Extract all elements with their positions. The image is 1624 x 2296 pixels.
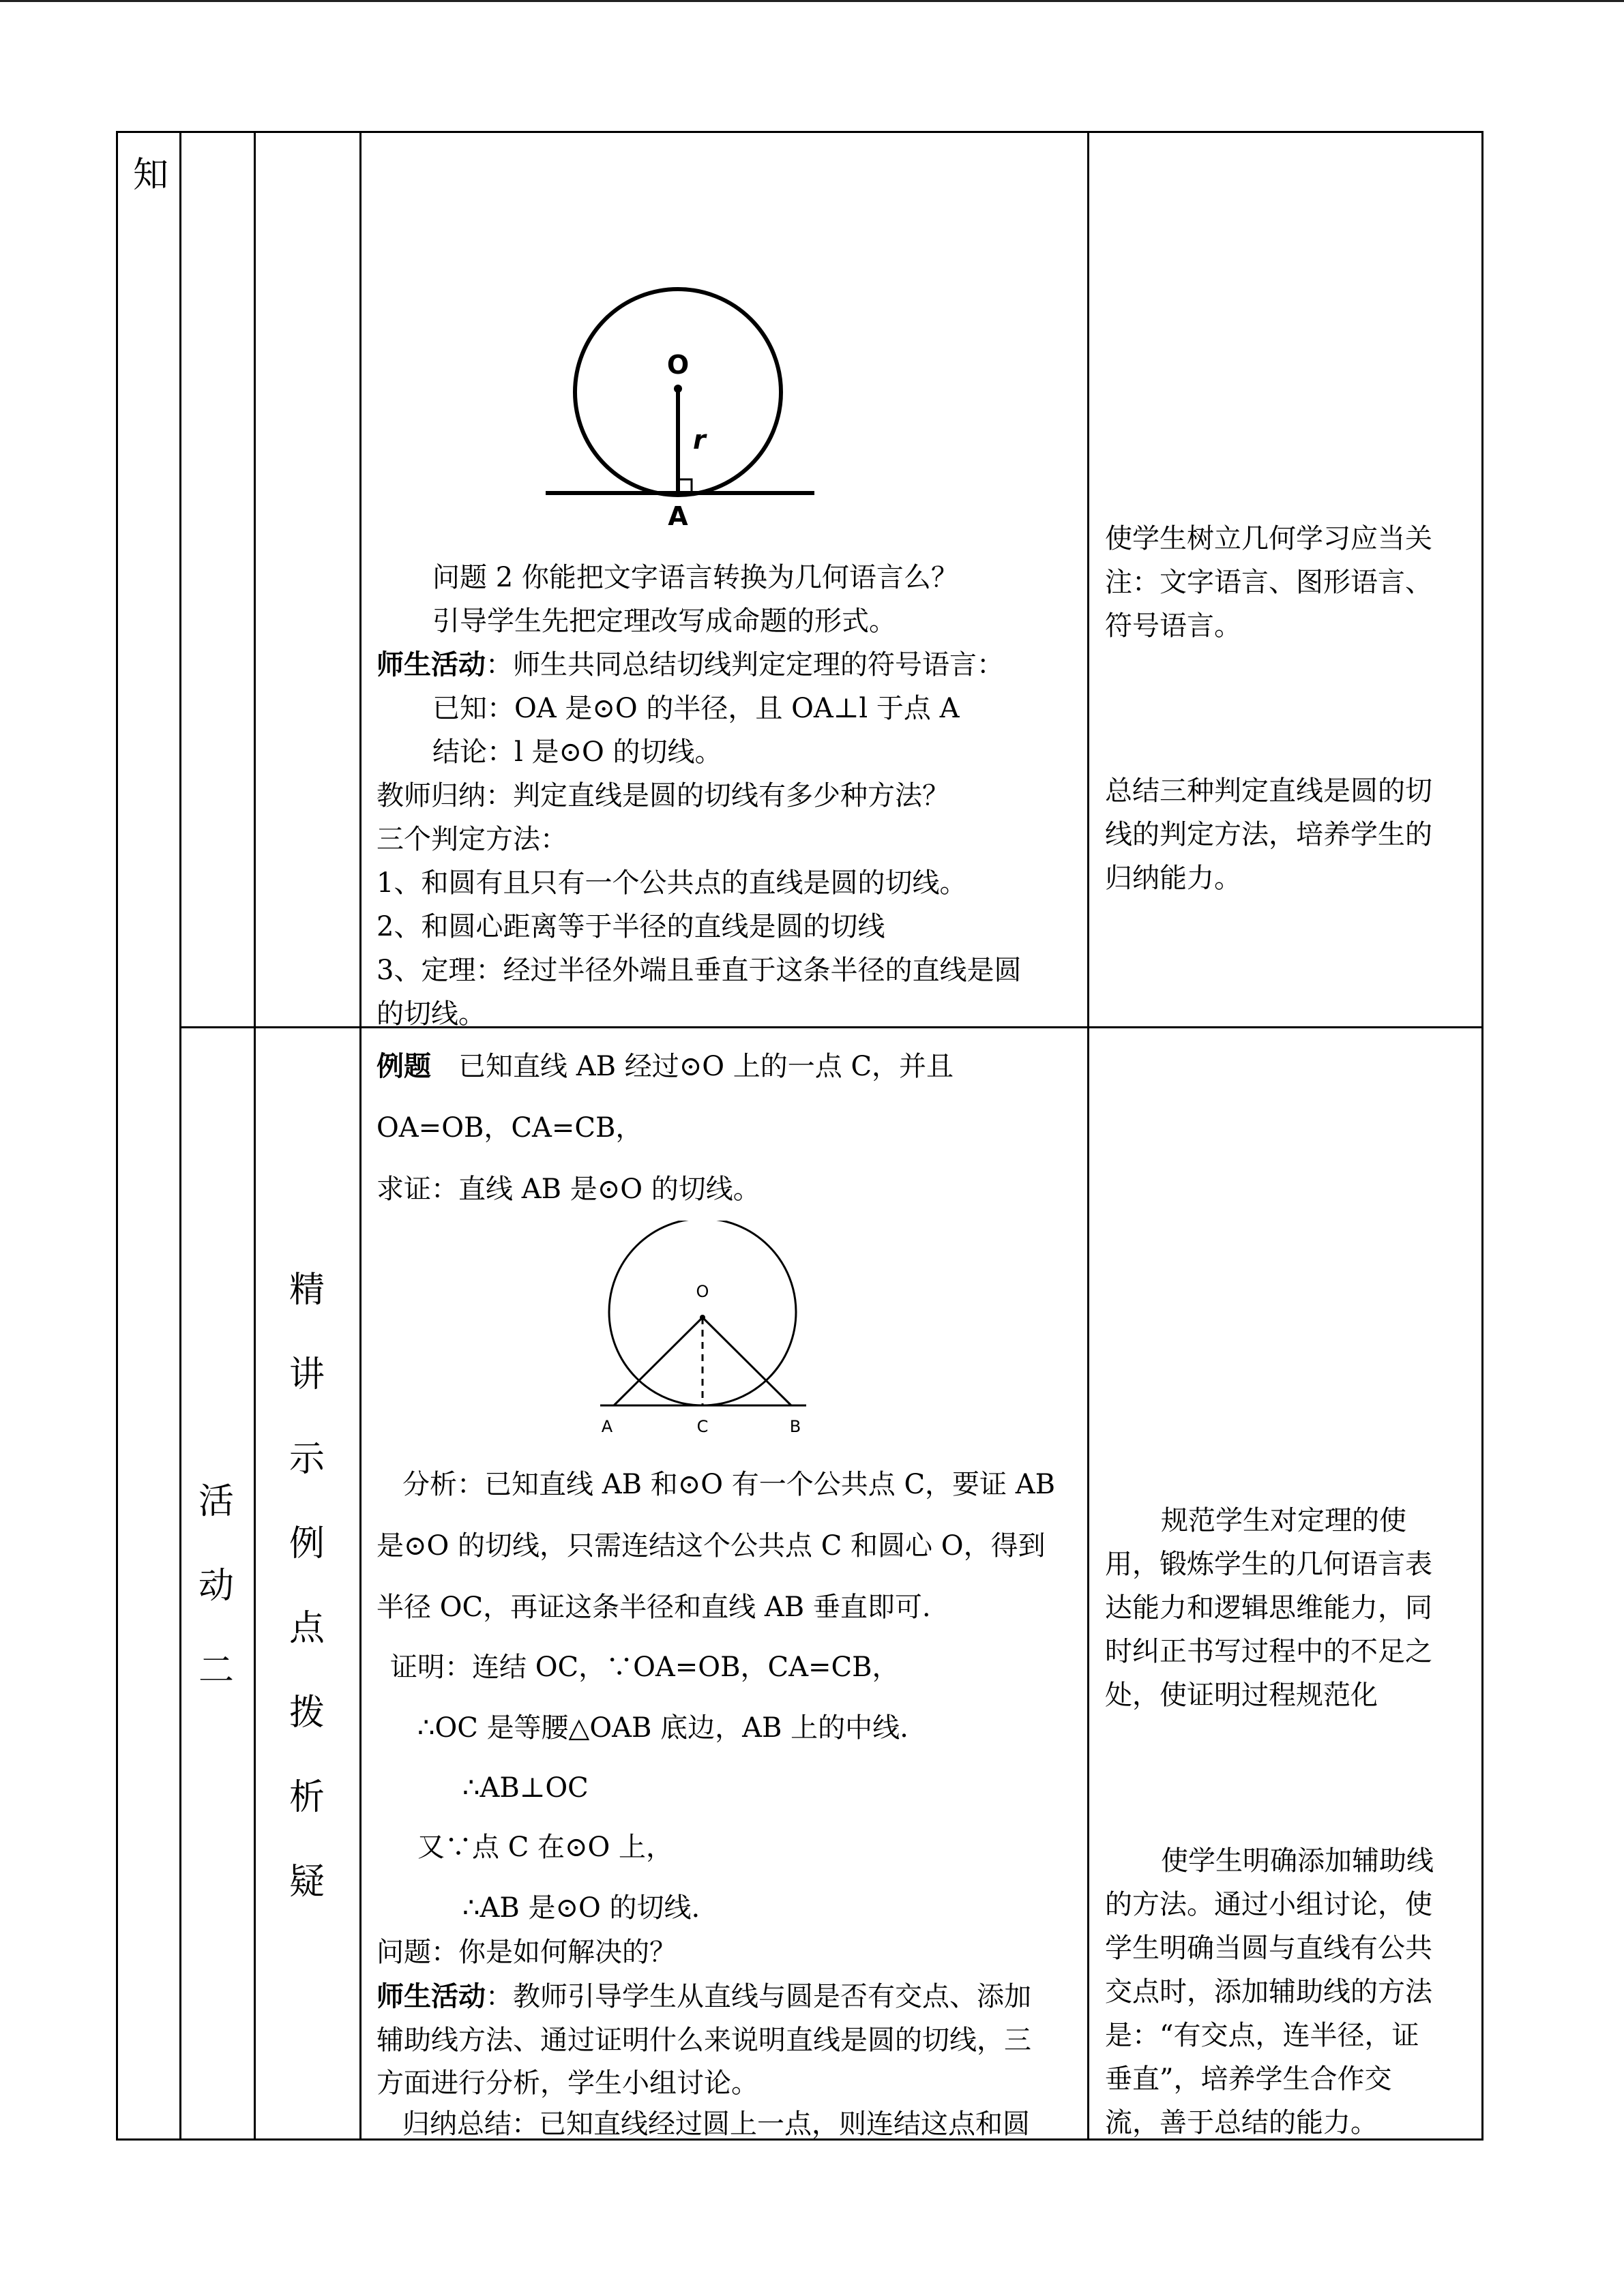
table-border-right bbox=[1481, 131, 1483, 2140]
text-line: 半径 OC，再证这条半径和直线 AB 垂直即可. bbox=[377, 1592, 931, 1623]
text-line: 归纳总结：已知直线经过圆上一点，则连结这点和圆 bbox=[402, 2108, 1030, 2140]
circle-o bbox=[609, 1221, 796, 1405]
example-tag: 例题 bbox=[377, 1051, 431, 1082]
text-line bbox=[377, 1975, 1031, 2018]
text-line: ∴AB 是⊙O 的切线. bbox=[462, 1892, 700, 1924]
text-line: 引导学生先把定理改写成命题的形式。 bbox=[432, 606, 896, 637]
table-divider bbox=[359, 131, 361, 2140]
activity-tag: 师生活动 bbox=[377, 649, 486, 681]
note-block: 使学生树立几何学习应当关 注：文字语言、图形语言、 符号语言。 bbox=[1105, 523, 1432, 642]
label-a: A bbox=[668, 501, 688, 531]
example-figure bbox=[587, 1221, 818, 1446]
label-o: O bbox=[696, 1282, 709, 1301]
activity-text: ：师生共同总结切线判定定理的符号语言： bbox=[486, 649, 1004, 681]
text-line: 辅助线方法、通过证明什么来说明直线是圆的切线，三 bbox=[377, 2025, 1031, 2056]
table-border-top bbox=[116, 131, 1483, 133]
text-line: 2、和圆心距离等于半径的直线是圆的切线 bbox=[377, 911, 885, 942]
stage-label: 精 讲 示 例 点 拨 析 疑 bbox=[289, 1270, 325, 1903]
text-line: 已知：OA 是⊙O 的半径，且 OA⊥l 于点 A bbox=[432, 693, 960, 724]
tangent-figure bbox=[532, 286, 832, 539]
text-line: 的切线。 bbox=[377, 998, 486, 1030]
prove-line: 求证：直线 AB 是⊙O 的切线。 bbox=[377, 1174, 761, 1205]
text-line: 教师归纳：判定直线是圆的切线有多少种方法？ bbox=[377, 780, 949, 811]
table-divider bbox=[179, 131, 181, 2140]
segment-ob bbox=[703, 1317, 791, 1405]
text-line: 证明：连结 OC，∵OA=OB，CA=CB， bbox=[390, 1652, 900, 1683]
text-line: 又∵点 C 在⊙O 上， bbox=[417, 1832, 674, 1863]
text-line: 结论：l 是⊙O 的切线。 bbox=[432, 736, 722, 768]
text-line bbox=[377, 643, 1004, 687]
activity-tag: 师生活动 bbox=[377, 1981, 486, 2012]
text-line: ∴AB⊥OC bbox=[462, 1772, 589, 1804]
table-divider bbox=[1087, 131, 1089, 2140]
label-b: B bbox=[789, 1417, 801, 1436]
label-o: O bbox=[666, 350, 690, 380]
given-line: OA=OB，CA=CB， bbox=[377, 1112, 643, 1144]
text-line: 方面进行分析，学生小组讨论。 bbox=[377, 2068, 758, 2099]
label-c: C bbox=[696, 1417, 709, 1436]
text-line: 问题 2 你能把文字语言转换为几何语言么？ bbox=[432, 562, 958, 593]
note-block: 规范学生对定理的使 用，锻炼学生的几何语言表 达能力和逻辑思维能力，同 时纠正书写过程中的不足之 处，使证明过程规范化 bbox=[1105, 1505, 1432, 1711]
activity-label: 活 动 二 bbox=[198, 1481, 234, 1691]
page-top-rule bbox=[0, 0, 1624, 2]
example-text: 已知直线 AB 经过⊙O 上的一点 C，并且 bbox=[458, 1051, 954, 1082]
segment-oa bbox=[614, 1317, 703, 1405]
text-line: 问题：你是如何解决的？ bbox=[377, 1937, 677, 1968]
row-divider bbox=[179, 1026, 1483, 1028]
note-block: 总结三种判定直线是圆的切 线的判定方法，培养学生的 归纳能力。 bbox=[1105, 775, 1432, 894]
table-divider bbox=[254, 131, 256, 2140]
table-border-left bbox=[116, 131, 118, 2140]
text-line: 三个判定方法： bbox=[377, 824, 567, 855]
center-point bbox=[700, 1315, 705, 1320]
activity-text: ：教师引导学生从直线与圆是否有交点、添加 bbox=[486, 1981, 1031, 2012]
text-line: 是⊙O 的切线，只需连结这个公共点 C 和圆心 O，得到 bbox=[377, 1530, 1046, 1562]
text-line: ∴OC 是等腰△OAB 底边，AB 上的中线. bbox=[417, 1712, 909, 1744]
center-point bbox=[674, 385, 682, 393]
text-line: 3、定理：经过半径外端且垂直于这条半径的直线是圆 bbox=[377, 955, 1022, 986]
label-a: A bbox=[601, 1417, 613, 1436]
text-line: 1、和圆有且只有一个公共点的直线是圆的切线。 bbox=[377, 867, 967, 899]
section-char: 知 bbox=[133, 155, 169, 196]
example-line bbox=[377, 1045, 954, 1088]
text-line: 分析：已知直线 AB 和⊙O 有一个公共点 C，要证 AB bbox=[402, 1469, 1056, 1500]
note-block: 使学生明确添加辅助线 的方法。通过小组讨论，使 学生明确当圆与直线有公共 交点时，添加辅助线的方法 是：“有交点，连半径，证 垂直”，培养学生合作交 流，善于总结的能力。 bbox=[1105, 1845, 1434, 2138]
label-r: r bbox=[693, 425, 706, 455]
